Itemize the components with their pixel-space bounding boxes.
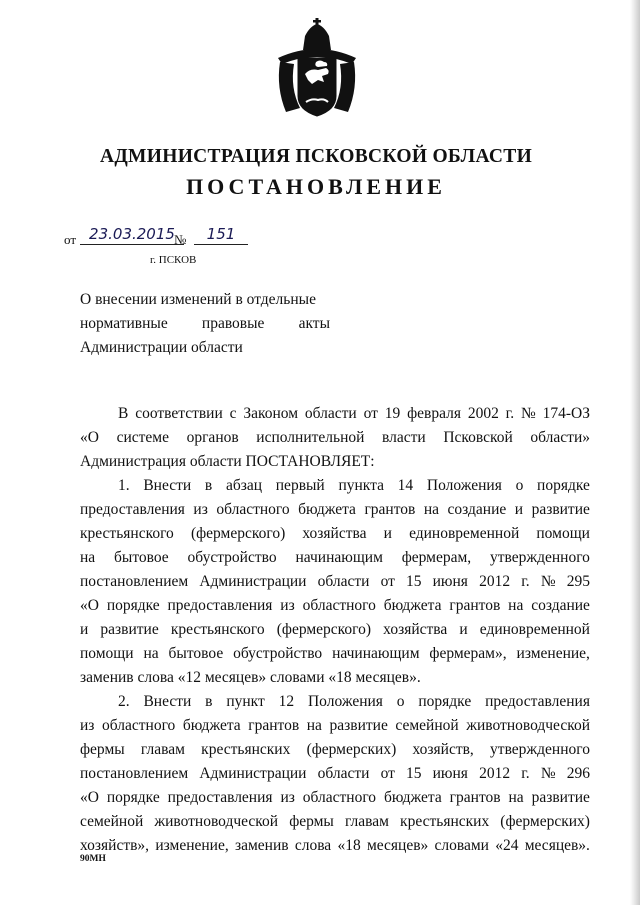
body-word: области	[317, 765, 370, 782]
body-word: областного	[216, 501, 290, 518]
body-word: постановлением	[80, 765, 189, 782]
body-word: Положения	[307, 693, 383, 710]
body-line	[80, 450, 590, 474]
body-word: соответствии	[135, 405, 223, 422]
body-line	[80, 570, 590, 594]
document-subject	[80, 288, 330, 360]
body-word: крестьянского	[80, 525, 174, 542]
body-word: главам	[140, 741, 185, 758]
body-word: обустройство	[233, 645, 323, 662]
body-line	[80, 546, 590, 570]
body-line	[80, 762, 590, 786]
body-word: от	[363, 405, 378, 422]
body-word: областного	[102, 717, 176, 734]
body-word: единовременной	[479, 621, 590, 638]
city-label: г. ПСКОВ	[150, 254, 197, 266]
body-word: порядке	[106, 597, 160, 614]
body-word: семейной	[80, 813, 144, 830]
body-word: 2.	[118, 693, 130, 710]
body-word: порядке	[418, 693, 472, 710]
body-word: «О	[80, 429, 99, 446]
body-word: крестьянских	[201, 741, 291, 758]
body-word: предоставления	[80, 501, 185, 518]
body-word: 12	[278, 693, 295, 710]
body-word: развитие	[329, 717, 388, 734]
document-body	[80, 402, 590, 858]
body-word: крестьянских	[400, 813, 490, 830]
body-word: пункта	[338, 477, 384, 494]
body-word: единовременной	[409, 525, 520, 542]
body-word: февраля	[407, 405, 461, 422]
body-word: на	[306, 717, 322, 734]
body-word: «О	[80, 789, 99, 806]
body-word: от	[380, 765, 395, 782]
body-word: Положения	[426, 477, 502, 494]
body-word: грантов	[248, 717, 300, 734]
body-word: области	[317, 573, 370, 590]
document-code: 90МН	[80, 854, 106, 864]
body-word: животноводческой	[466, 717, 590, 734]
body-word: хозяйства	[302, 525, 367, 542]
body-word: «О	[80, 597, 99, 614]
body-word: начинающим	[332, 645, 420, 662]
body-line	[80, 666, 590, 690]
body-word: развитие	[531, 789, 590, 806]
body-line	[80, 738, 590, 762]
body-word: органов	[186, 429, 239, 446]
body-word: 14	[397, 477, 414, 494]
body-word: исполнительной	[256, 429, 365, 446]
body-word: Псковской	[443, 429, 513, 446]
body-word: г.	[521, 573, 530, 590]
body-word: на	[80, 549, 96, 566]
body-word: областного	[302, 789, 377, 806]
body-word: словами	[434, 837, 489, 854]
body-word: абзац	[225, 477, 263, 494]
body-word: июня	[432, 765, 468, 782]
body-word: месяцев».	[524, 837, 590, 854]
body-word: месяцев»	[366, 837, 429, 854]
body-word: и	[383, 525, 392, 542]
body-word: главам	[344, 813, 389, 830]
body-word: (фермерского)	[276, 621, 372, 638]
body-line	[80, 642, 590, 666]
body-word: №	[540, 573, 556, 590]
body-word: семейной	[395, 717, 459, 734]
body-word: (фермерского)	[190, 525, 286, 542]
body-word: грантов	[364, 501, 416, 518]
body-line	[80, 426, 590, 450]
handwritten-date: 23.03.2015	[80, 225, 184, 245]
body-word: бюджета	[182, 717, 241, 734]
body-word: постановлением	[80, 573, 189, 590]
body-word: на	[423, 501, 440, 518]
body-word: о	[396, 693, 405, 710]
body-word: помощи	[80, 645, 134, 662]
body-word: утвержденного	[490, 741, 590, 758]
body-line	[80, 522, 590, 546]
body-word: и	[459, 621, 468, 638]
body-line	[80, 474, 590, 498]
body-word: с	[229, 405, 237, 422]
body-word: из	[280, 789, 295, 806]
body-line	[80, 834, 590, 858]
subject-word: акты	[298, 315, 330, 332]
body-word: 174-ОЗ	[542, 405, 590, 422]
body-word: области»	[530, 429, 590, 446]
scan-edge	[630, 0, 640, 905]
body-word: области	[304, 405, 357, 422]
body-word: развитие	[100, 621, 159, 638]
body-word: 19	[384, 405, 401, 422]
body-word: бюджета	[383, 789, 442, 806]
organization-title: АДМИНИСТРАЦИЯ ПСКОВСКОЙ ОБЛАСТИ	[99, 146, 533, 167]
body-word: 15	[406, 765, 422, 782]
body-line	[80, 618, 590, 642]
body-word: фермерам»,	[429, 645, 507, 662]
body-word: грантов	[449, 597, 501, 614]
body-word: «18	[337, 837, 361, 854]
body-word: из	[80, 717, 95, 734]
body-word: предоставления	[485, 693, 590, 710]
body-line	[80, 810, 590, 834]
body-word: (фермерских)	[306, 741, 397, 758]
body-word: (фермерских)	[500, 813, 590, 830]
body-line	[80, 498, 590, 522]
body-word: хозяйств,	[412, 741, 474, 758]
body-word: животноводческой	[154, 813, 279, 830]
body-word: «24	[495, 837, 519, 854]
body-word: заменив	[234, 837, 289, 854]
body-line	[80, 594, 590, 618]
body-word: системе	[116, 429, 169, 446]
body-word: 2012	[479, 765, 511, 782]
body-word: хозяйств»,	[80, 837, 150, 854]
body-word: №	[540, 765, 556, 782]
body-word: слова	[294, 837, 332, 854]
body-word: начинающим	[295, 549, 383, 566]
body-word: 2012	[479, 573, 511, 590]
body-word: обустройство	[187, 549, 277, 566]
body-word: на	[143, 645, 159, 662]
body-word: фермы	[289, 813, 334, 830]
body-word: Администрации	[199, 765, 307, 782]
body-word: крестьянского	[170, 621, 265, 638]
body-word: г.	[521, 765, 530, 782]
body-word: и	[80, 621, 89, 638]
body-word: о	[515, 477, 524, 494]
body-word: от	[380, 573, 395, 590]
body-word: из	[280, 597, 295, 614]
body-word: хозяйства	[383, 621, 448, 638]
body-line	[80, 690, 590, 714]
body-word: на	[508, 789, 524, 806]
body-word: №	[520, 405, 536, 422]
body-word: власти	[382, 429, 426, 446]
body-word: 295	[566, 573, 590, 590]
body-word: утвержденного	[490, 549, 590, 566]
body-word: В	[118, 405, 129, 422]
body-word: бытовое	[114, 549, 169, 566]
body-word: 15	[406, 573, 422, 590]
body-word: в	[205, 693, 213, 710]
body-word: Администрации	[199, 573, 307, 590]
body-word: предоставления	[167, 597, 273, 614]
body-line	[80, 786, 590, 810]
document-type-title: ПОСТАНОВЛЕНИЕ	[186, 174, 446, 199]
body-word: порядке	[106, 789, 160, 806]
body-word: 296	[566, 765, 590, 782]
body-word: предоставления	[167, 789, 273, 806]
body-word: областного	[302, 597, 376, 614]
date-prefix: от	[64, 232, 77, 247]
body-word: создание	[447, 501, 507, 518]
body-word: бюджета	[383, 597, 442, 614]
body-word: порядке	[537, 477, 590, 494]
body-word: 1.	[118, 477, 130, 494]
body-word: пункт	[226, 693, 265, 710]
body-word: Внести	[143, 693, 192, 710]
body-word: из	[193, 501, 208, 518]
number-prefix: №	[174, 232, 187, 247]
body-word: грантов	[449, 789, 501, 806]
body-word: июня	[432, 573, 468, 590]
registration-block	[64, 225, 254, 249]
body-word: изменение,	[516, 645, 590, 662]
subject-line-justified	[80, 312, 330, 336]
body-word: Внести	[143, 477, 192, 494]
body-word: бытовое	[168, 645, 224, 662]
body-word: г.	[505, 405, 515, 422]
body-word: фермерам,	[401, 549, 472, 566]
body-word: фермы	[80, 741, 125, 758]
subject-word: нормативные	[80, 315, 168, 332]
body-word: изменение,	[155, 837, 229, 854]
body-line	[80, 402, 590, 426]
subject-line: О внесении изменений в отдельные	[80, 291, 316, 308]
body-line	[80, 714, 590, 738]
body-word: бюджета	[298, 501, 356, 518]
subject-word: правовые	[201, 315, 265, 332]
body-word: и	[514, 501, 524, 518]
body-text: заменив слова «12 месяцев» словами «18 месяцев».	[80, 669, 421, 686]
body-word: первый	[275, 477, 325, 494]
body-text: Администрация области ПОСТАНОВЛЯЕТ:	[80, 453, 375, 470]
subject-line: Администрации области	[80, 339, 243, 356]
body-word: 2002	[467, 405, 499, 422]
body-word: в	[204, 477, 213, 494]
body-word: на	[508, 597, 524, 614]
body-word: помощи	[536, 525, 590, 542]
body-word: создание	[531, 597, 590, 614]
handwritten-number: 151	[194, 225, 248, 245]
body-word: Законом	[243, 405, 299, 422]
body-word: развитие	[531, 501, 590, 518]
coat-of-arms-icon	[272, 18, 362, 122]
